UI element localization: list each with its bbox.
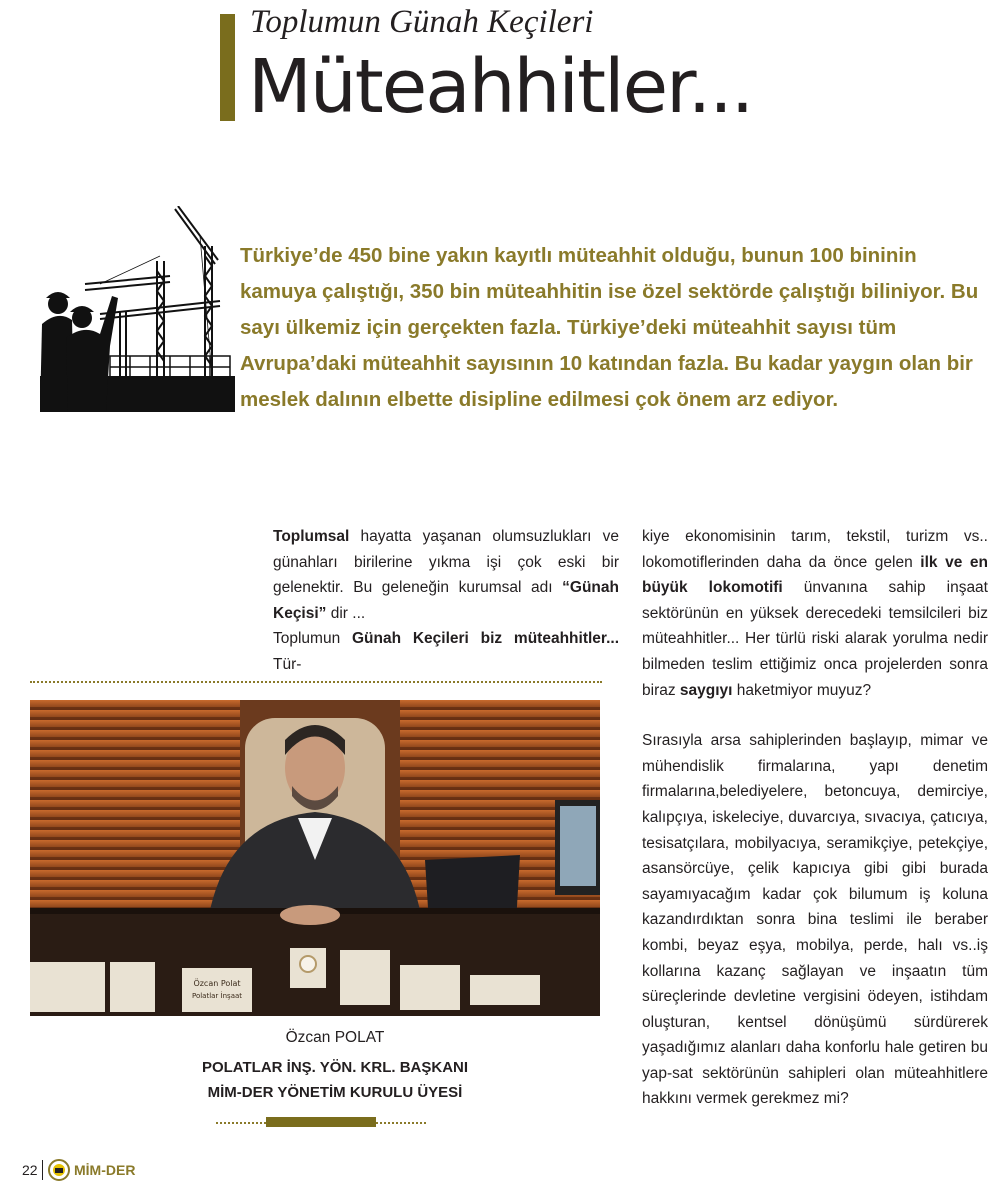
construction-silhouette-icon [40, 206, 235, 412]
body-text: Toplumun [273, 630, 352, 648]
page-number: 22 [22, 1162, 38, 1178]
body-column-1 [273, 524, 619, 678]
dotted-divider [30, 681, 602, 683]
dotted-divider [376, 1122, 426, 1124]
body-text: kiye ekonomisinin tarım, tekstil, turizm vs.. lokomotiflerinden daha da önce gelen [642, 528, 988, 571]
footer-brand: MİM-DER [74, 1162, 136, 1178]
bold-text: saygıyı [679, 681, 733, 699]
mim-der-logo-icon [48, 1159, 70, 1181]
caption-role [160, 1055, 510, 1105]
dotted-divider [216, 1122, 266, 1124]
caption-role-line-1: POLATLAR İNŞ. YÖN. KRL. BAŞKANI [201, 1059, 469, 1076]
article-subtitle: Toplumun Günah Keçileri [250, 4, 594, 40]
paragraph-gap [642, 703, 988, 728]
article-title: Müteahhitler... [248, 44, 753, 130]
caption-accent-bar [266, 1117, 376, 1127]
body-text: dir ... [326, 604, 366, 622]
column2-paragraph-2: Sırasıyla arsa sahiplerinden başlayıp, mimar ve mühendislik firmalarına, yapı denetim firmalarına,belediyelere, betoncuya, demirciye, kalıpçıya, iskeleciye, duvarcıya, sıvacıya, çatıcıya, tesisatçılara, mobilyacıya, seramikçiye, petekçiye, asansörcüye, çelik kapıcıya gibi gibi burada sayamıyacağım kadar çok bilumum iş koluna kazandırdıktan sonra bina teslimi ile beraber kombi, beyaz eşya, mobilya, perde, halı vs..iş kollarına kazanç sağlayan ve inşaatın tüm süreçlerinde devletine vergisini ödeyen, istihdam oluşturan, kentsel dönüşümü sürdürerek yaşadığımız alanları daha konforlu hale getiren bu yap-sat sektörünün sahipleri olan müteahhitlere hakkını vermek gerekmez mi? [642, 732, 988, 1108]
caption-role-line-2: MİM-DER YÖNETİM KURULU ÜYESİ [207, 1084, 463, 1101]
body-text: haketmiyor muyuz? [732, 681, 872, 699]
body-text: Tür- [273, 655, 302, 673]
column2-paragraph-1 [642, 524, 988, 703]
bold-text: Günah Keçileri biz müteahhitler... [351, 630, 619, 648]
column1-paragraph-2 [273, 626, 619, 677]
caption-name: Özcan POLAT [285, 1029, 385, 1046]
bold-text: ilk ve en büyük lokomotifi [642, 553, 988, 597]
portrait-photo [30, 700, 600, 1016]
title-accent-bar [220, 14, 235, 121]
column1-paragraph-1 [273, 524, 619, 626]
body-text: hayatta yaşanan olumsuzlukları ve günahları birilerine yıkma işi çok eski bir gelenektir. Bu geleneğin kurumsal adı [273, 528, 619, 597]
lead-paragraph: Türkiye’de 450 bine yakın kayıtlı müteahhit olduğu, bunun 100 bininin kamuya çalıştığı, 350 bin müteahhitin ise özel sektörde çalıştığı biliniyor. Bu sayı ülkemiz için gerçekten fazla. Türkiye’deki müteahhit sayısı tüm Avrupa’daki müteahhit sayısının 10 katından fazla. Bu kadar yaygın olan bir meslek dalının elbette disipline edilmesi çok önem arz ediyor. [240, 244, 979, 411]
nameplate-line-1: Özcan Polat [193, 979, 241, 988]
footer-divider [42, 1160, 43, 1180]
bold-text: “Günah Keçisi” [273, 579, 619, 622]
body-column-2 [642, 524, 988, 1112]
body-text: ünvanına sahip inşaat sektörünün en yüksek derecedeki temsilcileri biz müteahhitler... Her türlü riski alarak yorulma nedir bilmeden teslim ettiğimiz onca projelerden sonra biraz [642, 579, 988, 699]
bold-text: Toplumsal [273, 528, 350, 545]
nameplate-line-2: Polatlar İnşaat [191, 992, 243, 1000]
